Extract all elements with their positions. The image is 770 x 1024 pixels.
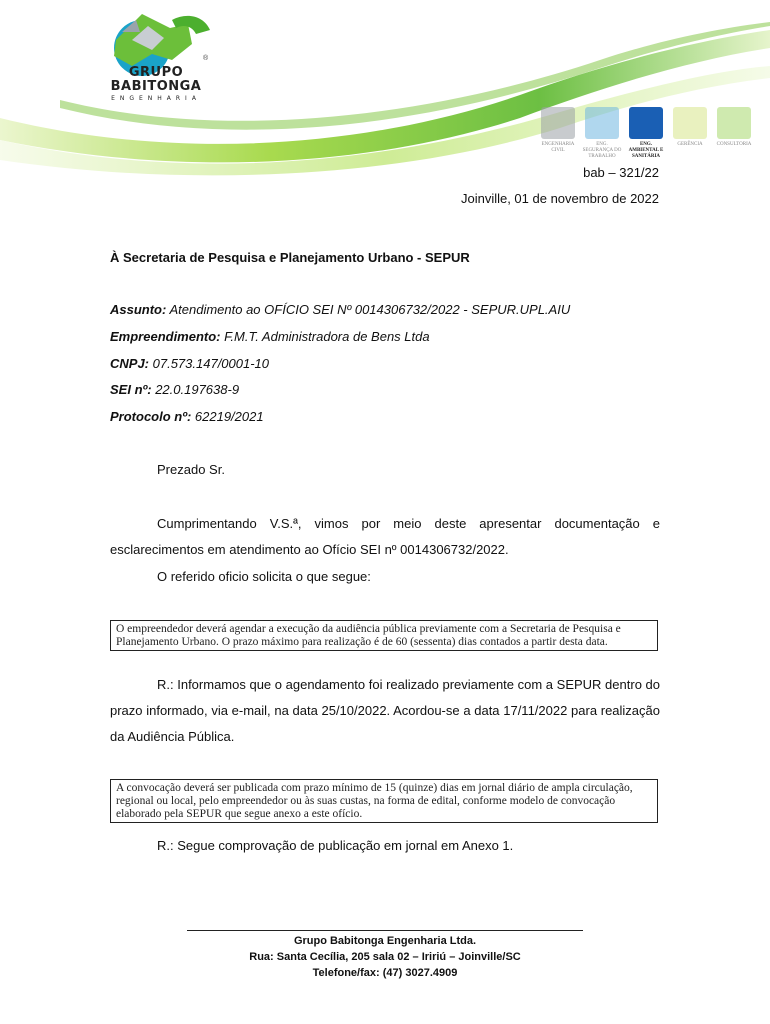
service-caption: ENGENHARIA CIVIL xyxy=(541,142,575,153)
meta-empreendimento xyxy=(110,329,430,344)
meta-value: 22.0.197638-9 xyxy=(151,382,240,397)
meta-protocolo xyxy=(110,409,264,424)
meta-cnpj xyxy=(110,356,269,371)
service-caption: ENG. AMBIENTAL E SANITÁRIA xyxy=(628,142,664,159)
service-caption: GERÊNCIA xyxy=(677,142,703,147)
meta-sei xyxy=(110,382,239,397)
footer-phone: Telefone/fax: (47) 3027.4909 xyxy=(312,967,458,979)
answer-2: R.: Segue comprovação de publicação em jornal em Anexo 1. xyxy=(157,838,514,853)
logo-line-babitonga: BABITONGA xyxy=(110,79,202,94)
logo-line-grupo: GRUPO xyxy=(128,65,184,80)
magnet-icon xyxy=(717,107,751,139)
greeting: Prezado Sr. xyxy=(157,462,225,477)
intro-paragraph: Cumprimentando V.S.ª, vimos por meio deste apresentar documentação e esclarecimentos em atendimento ao Ofício SEI nº 0014306732/2022. xyxy=(110,516,660,557)
footer-company: Grupo Babitonga Engenharia Ltda. xyxy=(293,935,477,947)
meta-value: F.M.T. Administradora de Bens Ltda xyxy=(220,329,430,344)
dateline: Joinville, 01 de novembro de 2022 xyxy=(460,191,659,206)
service-badge-seguranca xyxy=(582,107,622,160)
reference-number: bab – 321/22 xyxy=(583,165,659,180)
building-icon xyxy=(541,107,575,139)
logo-line-engenharia: ENGENHARIA xyxy=(111,95,201,102)
factory-icon xyxy=(629,107,663,139)
footer-address: Rua: Santa Cecília, 205 sala 02 – Iririú – Joinville/SC xyxy=(249,951,521,963)
meta-value: Atendimento ao OFÍCIO SEI Nº 0014306732/2022 - SEPUR.UPL.AIU xyxy=(166,302,571,317)
meta-assunto xyxy=(110,302,570,317)
helmet-icon xyxy=(585,107,619,139)
meta-label: SEI nº: xyxy=(110,382,152,397)
footer-divider xyxy=(187,930,583,931)
service-badge-ambiental xyxy=(626,107,666,160)
recipient: À Secretaria de Pesquisa e Planejamento Urbano - SEPUR xyxy=(110,250,470,265)
registered-mark: ® xyxy=(203,55,209,62)
service-caption: CONSULTORIA xyxy=(716,142,752,147)
service-badge-civil xyxy=(538,107,578,154)
service-badge-consultoria xyxy=(714,107,754,148)
intro-paragraph-2: O referido oficio solicita o que segue: xyxy=(157,569,371,584)
meta-label: CNPJ: xyxy=(110,356,150,371)
answer-1: R.: Informamos que o agendamento foi realizado previamente com a SEPUR dentro do prazo informado, via e-mail, na data 25/10/2022. Acordou-se a data 17/11/2022 para realização da Audiência Pública. xyxy=(110,677,660,744)
meta-label: Protocolo nº: xyxy=(110,409,192,424)
service-badges xyxy=(538,107,758,159)
meta-label: Empreendimento: xyxy=(110,329,221,344)
quoted-requirement-1: O empreendedor deverá agendar a execução da audiência pública previamente com a Secretaria de Pesquisa e Planejamento Urbano. O prazo máximo para realização é de 60 (sessenta) dias contados a partir desta data. xyxy=(110,620,658,651)
logo-wordmark xyxy=(94,66,218,104)
tools-icon xyxy=(673,107,707,139)
meta-value: 62219/2021 xyxy=(191,409,264,424)
meta-label: Assunto: xyxy=(110,302,167,317)
service-caption: ENG. SEGURANÇA DO TRABALHO xyxy=(582,142,622,159)
meta-value: 07.573.147/0001-10 xyxy=(149,356,270,371)
quoted-requirement-2: A convocação deverá ser publicada com prazo mínimo de 15 (quinze) dias em jornal diário de ampla circulação, regional ou local, pelo empreendedor ou às suas custas, na forma de edital, conforme modelo de convocação elaborado pela SEPUR que segue anexo a este ofício. xyxy=(110,779,658,823)
service-badge-gerencia xyxy=(670,107,710,148)
